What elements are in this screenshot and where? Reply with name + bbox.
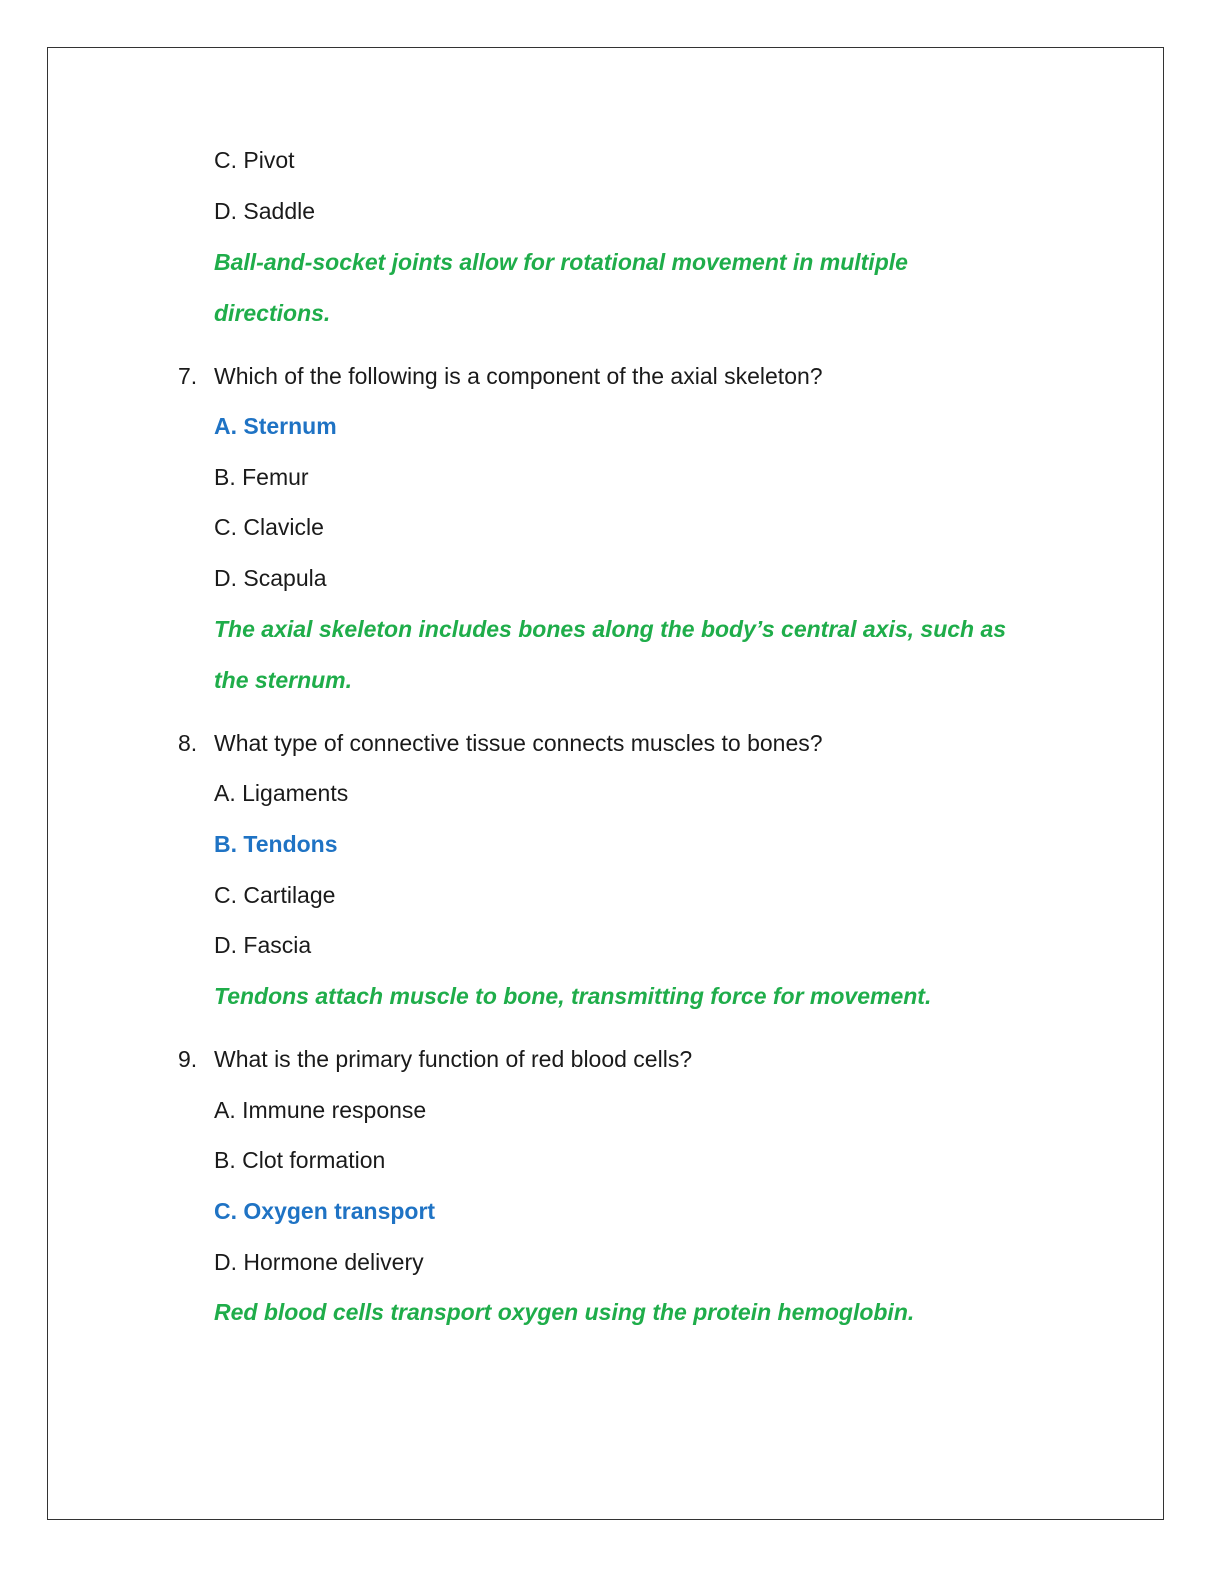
option-c: C. Cartilage [214,882,336,908]
question-text: What type of connective tissue connects muscles to bones? [214,730,823,756]
option-b-correct: B. Tendons [214,831,338,857]
option-a-correct: A. Sternum [214,413,337,439]
question-number: 7. [178,363,198,389]
option-b: B. Clot formation [214,1147,386,1173]
explanation-line: directions. [214,300,331,326]
option-d: D. Hormone delivery [214,1249,424,1275]
option-d: D. Fascia [214,932,312,958]
explanation-line: Red blood cells transport oxygen using the protein hemoglobin. [214,1299,915,1325]
option-a: A. Ligaments [214,780,349,806]
option-b: B. Femur [214,464,309,490]
option-d: D. Scapula [214,565,327,591]
explanation-line: Ball-and-socket joints allow for rotational movement in multiple [214,249,908,275]
option-a: A. Immune response [214,1097,427,1123]
explanation-line: the sternum. [214,667,353,693]
option-c: C. Pivot [214,147,295,173]
question-text: Which of the following is a component of the axial skeleton? [214,363,823,389]
explanation-line: The axial skeleton includes bones along the body’s central axis, such as [214,616,1007,642]
option-c-correct: C. Oxygen transport [214,1198,436,1224]
question-number: 9. [178,1046,198,1072]
question-text: What is the primary function of red blood cells? [214,1046,693,1072]
option-d: D. Saddle [214,198,316,224]
explanation-line: Tendons attach muscle to bone, transmitting force for movement. [214,983,932,1009]
question-number: 8. [178,730,198,756]
option-c: C. Clavicle [214,514,324,540]
